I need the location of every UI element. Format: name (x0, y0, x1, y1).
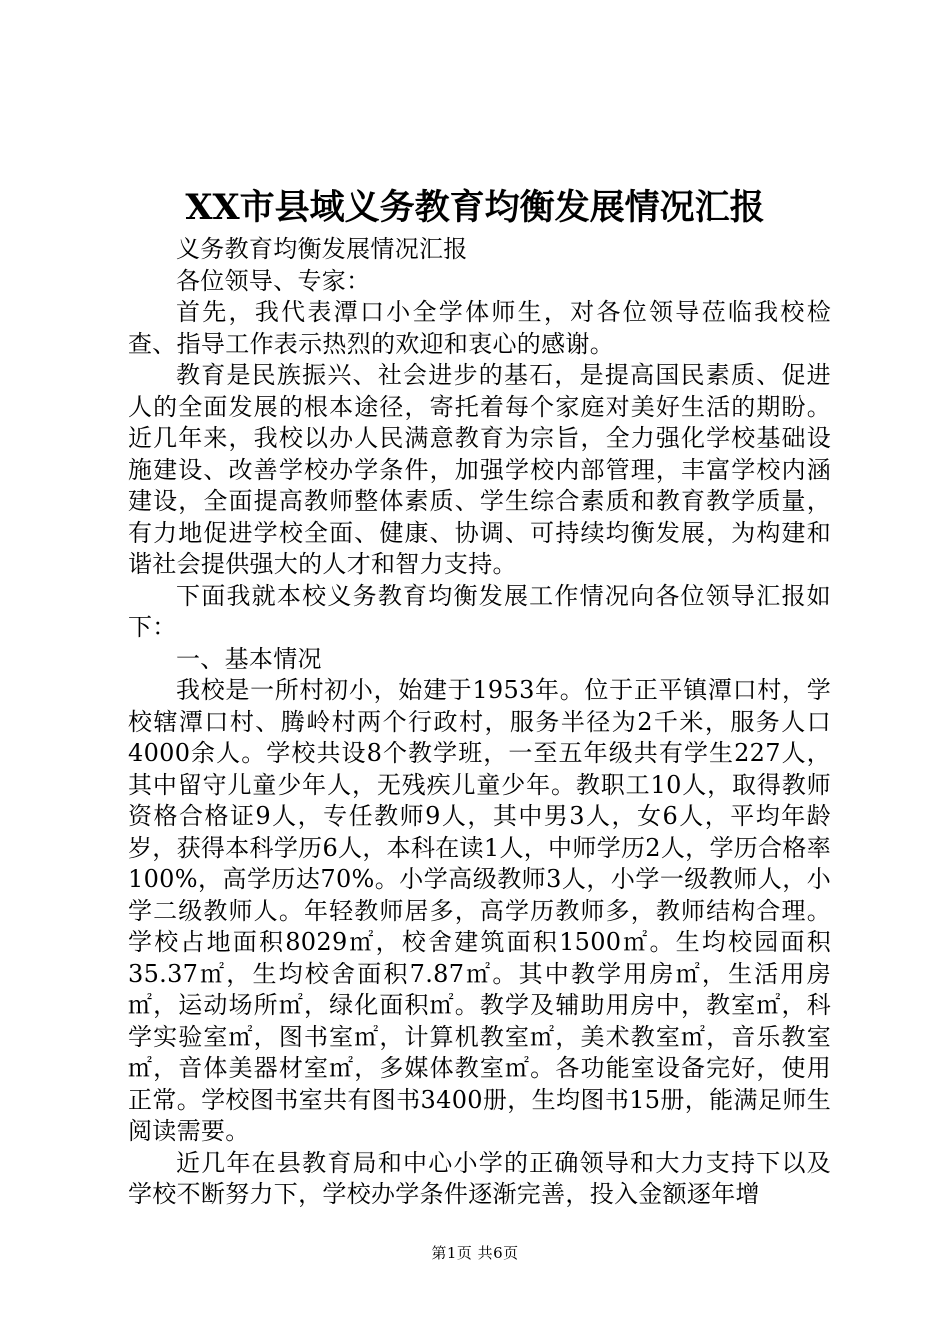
paragraph-report-intro: 下面我就本校义务教育均衡发展工作情况向各位领导汇报如下： (128, 581, 831, 641)
document-body (128, 234, 831, 1211)
paragraph-welcome: 首先，我代表潭口小全学体师生，对各位领导莅临我校检查、指导工作表示热烈的欢迎和衷心的感谢。 (128, 298, 831, 358)
paragraph-school-overview: 我校是一所村初小，始建于1953年。位于正平镇潭口村，学校辖潭口村、腾岭村两个行政村，服务半径为2千米，服务人口4000余人。学校共设8个教学班，一至五年级共有学生227人，其中留守儿童少年人，无残疾儿童少年。教职工10人，取得教师资格合格证9人，专任教师9人，其中男3人，女6人，平均年龄岁，获得本科学历6人，本科在读1人，中师学历2人，学历合格率100%，高学历达70%。小学高级教师3人，小学一级教师人，小学二级教师人。年轻教师居多，高学历教师多，教师结构合理。学校占地面积8029㎡，校舍建筑面积1500㎡。生均校园面积35.37㎡，生均校舍面积7.87㎡。其中教学用房㎡，生活用房㎡，运动场所㎡，绿化面积㎡。教学及辅助用房中，教室㎡，科学实验室㎡，图书室㎡，计算机教室㎡，美术教室㎡，音乐教室㎡，音体美器材室㎡，多媒体教室㎡。各功能室设备完好，使用正常。学校图书室共有图书3400册，生均图书15册，能满足师生阅读需要。 (128, 676, 831, 1145)
section-heading-basic-info: 一、基本情况 (176, 644, 322, 673)
paragraph-salutation: 各位领导、专家： (176, 266, 371, 295)
page-footer: 第1页 共6页 (431, 1244, 519, 1262)
paragraph-recent-years: 近几年在县教育局和中心小学的正确领导和大力支持下以及学校不断努力下，学校办学条件逐渐完善，投入金额逐年增 (128, 1148, 831, 1208)
paragraph-subtitle: 义务教育均衡发展情况汇报 (176, 235, 468, 263)
paragraph-education-importance: 教育是民族振兴、社会进步的基石，是提高国民素质、促进人的全面发展的根本途径，寄托着每个家庭对美好生活的期盼。近几年来，我校以办人民满意教育为宗旨，全力强化学校基础设施建设、改善学校办学条件，加强学校内部管理，丰富学校内涵建设，全面提高教师整体素质、学生综合素质和教育教学质量，有力地促进学校全面、健康、协调、可持续均衡发展，为构建和谐社会提供强大的人才和智力支持。 (128, 361, 831, 578)
document-title: XX市县域义务教育均衡发展情况汇报 (185, 187, 765, 228)
